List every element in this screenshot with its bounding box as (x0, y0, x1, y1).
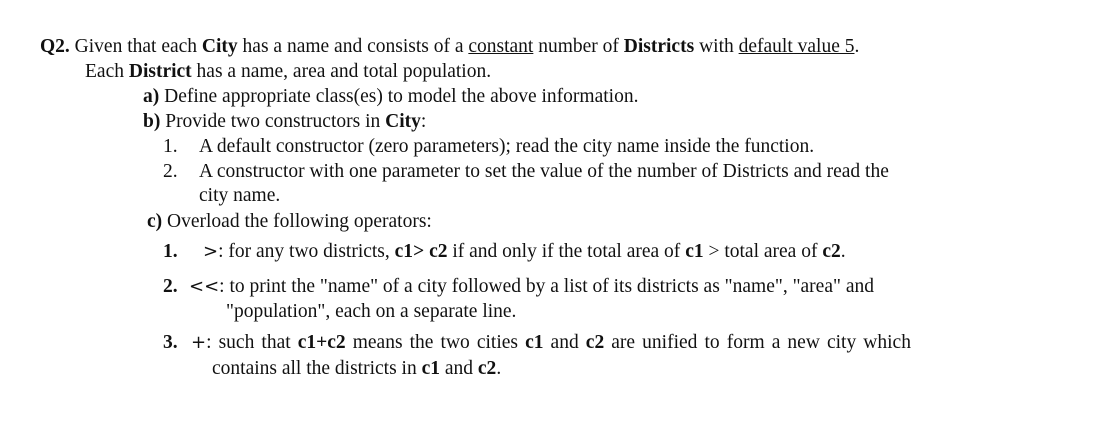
part-c (147, 210, 432, 234)
item-number: 1. (163, 241, 178, 262)
part-c-text: Overload the following operators: (162, 211, 432, 232)
var-c1: c1 (525, 332, 544, 353)
op3-l2-text-3: . (496, 358, 502, 379)
op2-text-2: "population", each on a separate line. (226, 301, 517, 322)
op3-text-3: and (543, 332, 586, 353)
intro-text-1: Given that each (74, 36, 202, 57)
part-b-label: b) (143, 111, 161, 132)
keyword-city: City (201, 36, 238, 57)
op3-text-4: are unified to form a new city which (604, 332, 911, 353)
item-number: 1. (163, 136, 178, 157)
op1-text-3: > total area of (703, 241, 823, 262)
op2-text-1: : to print the "name" of a city followed by a list of its districts as "name", "area" and (219, 276, 874, 297)
intro-text-4: with (694, 36, 739, 57)
operator-item-3-continuation (212, 357, 501, 381)
question-number: Q2. (40, 36, 70, 57)
line2-text-2: has a name, area and total population. (191, 61, 492, 82)
part-b-item-1 (163, 135, 814, 159)
part-a-label: a) (143, 86, 160, 107)
part-b (143, 110, 426, 134)
item-number: 2. (163, 161, 178, 182)
var-c1: c1 (421, 358, 440, 379)
var-c2: c2 (585, 332, 605, 353)
question-line-1 (40, 35, 859, 59)
operator-item-3 (163, 331, 911, 355)
op1-text-1: : for any two districts, (218, 241, 395, 262)
op3-l2-text-1: contains all the districts in (212, 358, 422, 379)
keyword-district: District (128, 61, 192, 82)
operator-item-2 (163, 275, 874, 299)
var-c1: c1 (394, 241, 414, 262)
item-text: A default constructor (zero parameters); read the city name inside the function. (199, 136, 815, 157)
op3-l2-text-2: and (440, 358, 478, 379)
part-b-text-1: Provide two constructors in (160, 111, 386, 132)
item-text: A constructor with one parameter to set the value of the number of Districts and read the (199, 161, 889, 182)
line2-text-1: Each (85, 61, 129, 82)
item-number: 3. (163, 332, 178, 353)
operator-item-2-continuation (226, 300, 516, 324)
item-number: 2. (163, 276, 178, 297)
var-c1: c1 (685, 241, 704, 262)
var-c2: c2 (822, 241, 841, 262)
op1-gt: > (413, 241, 425, 262)
intro-text-3: number of (533, 36, 624, 57)
keyword-city: City (385, 111, 421, 132)
part-b-text-2: : (420, 111, 427, 132)
part-c-label: c) (147, 211, 163, 232)
part-a (143, 85, 638, 109)
keyword-default-value: default value 5 (738, 36, 855, 57)
operator-insertion: << (189, 276, 220, 297)
intro-text-5: . (854, 36, 860, 57)
op1-text-4: . (840, 241, 846, 262)
part-b-item-2 (163, 160, 889, 184)
item-text-cont: city name. (199, 185, 281, 206)
keyword-constant: constant (468, 36, 534, 57)
keyword-districts: Districts (623, 36, 695, 57)
op1-text-2: if and only if the total area of (447, 241, 686, 262)
op3-text-2: means the two cities (345, 332, 526, 353)
operator-greater-than: > (203, 241, 219, 262)
operator-item-1 (163, 240, 846, 264)
expr-c1-plus-c2: c1+c2 (297, 332, 346, 353)
var-c2: c2 (477, 358, 497, 379)
part-a-text: Define appropriate class(es) to model the above information. (159, 86, 639, 107)
question-line-2 (85, 60, 491, 84)
intro-text-2: has a name and consists of a (237, 36, 469, 57)
op3-text-1: : such that (206, 332, 298, 353)
var-c2: c2 (424, 241, 448, 262)
operator-plus: + (191, 332, 207, 353)
part-b-item-2-continuation (199, 184, 280, 208)
